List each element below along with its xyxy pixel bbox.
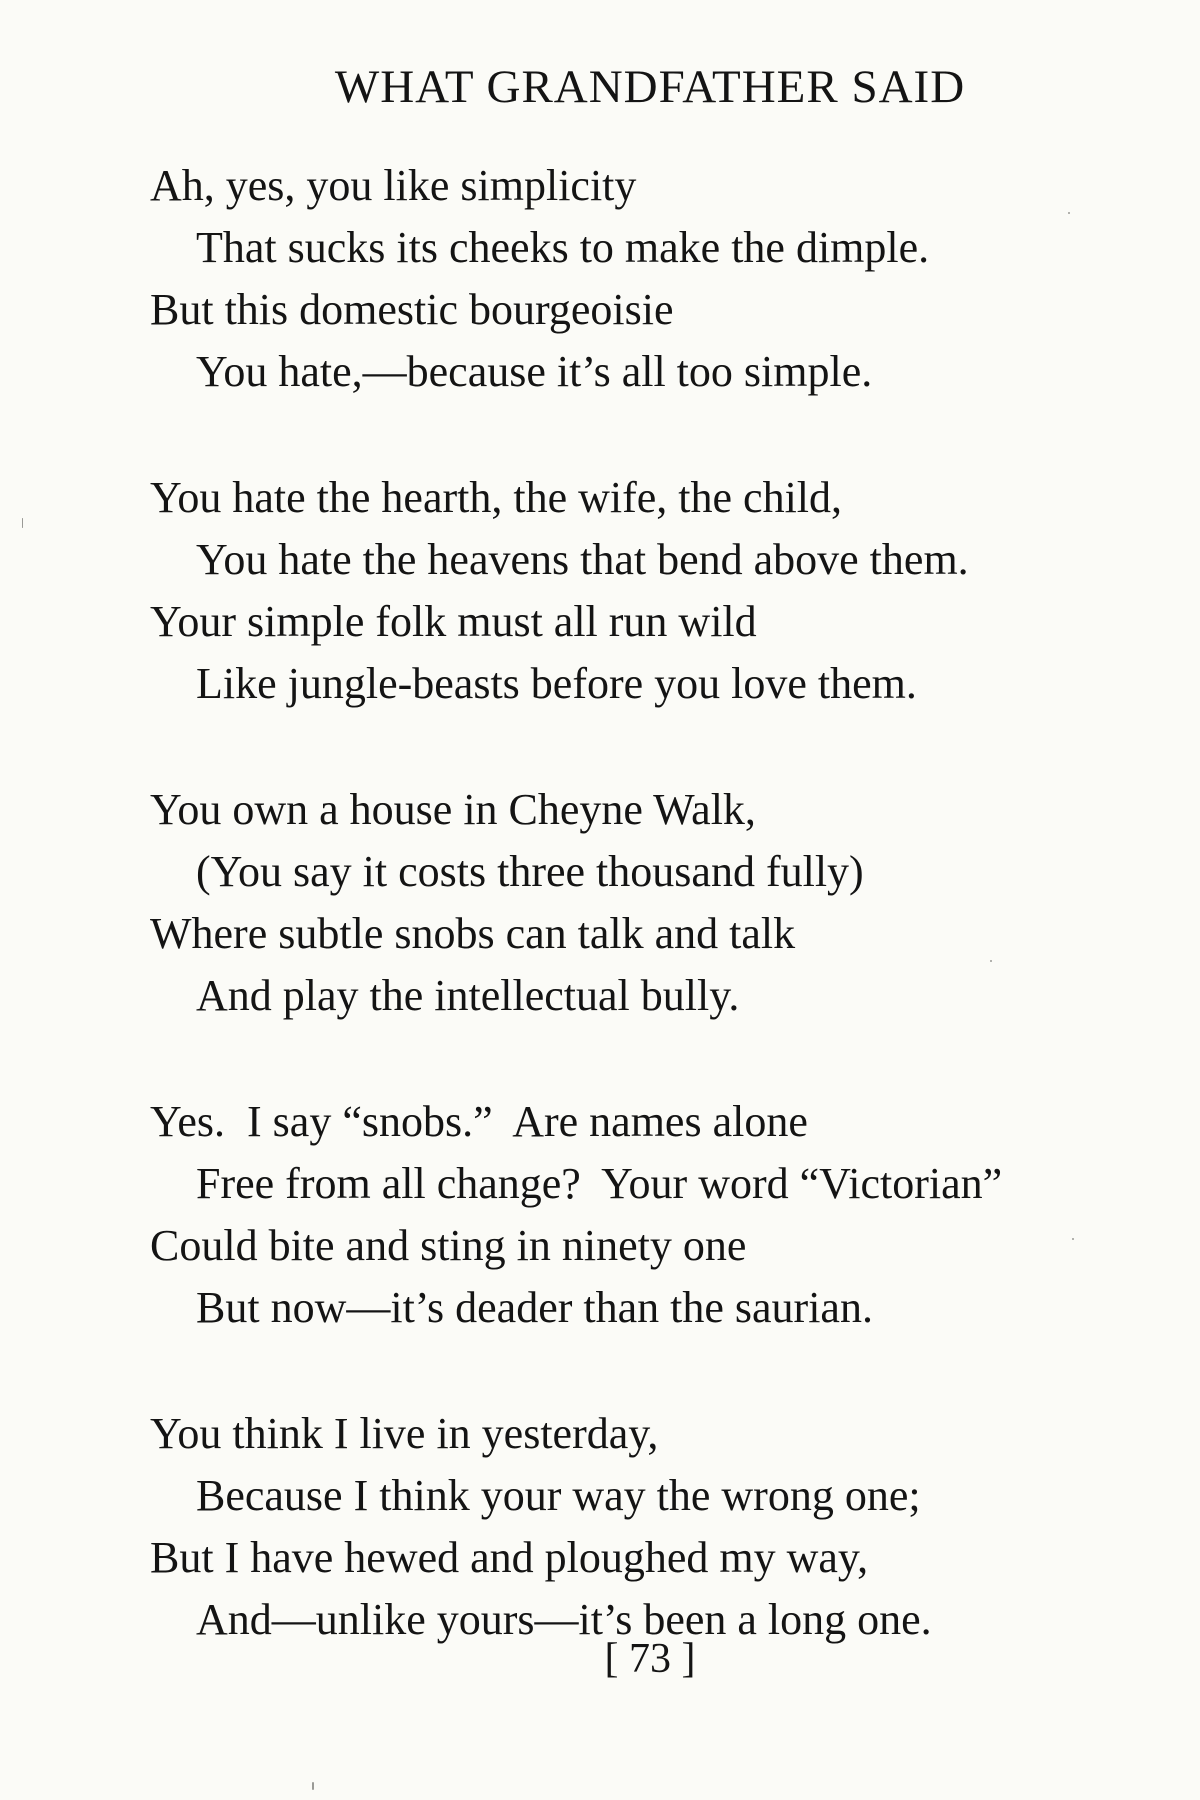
- poem-line: But I have hewed and ploughed my way,: [150, 1533, 869, 1582]
- poem-line: You own a house in Cheyne Walk,: [150, 785, 756, 834]
- poem-line: And—unlike yours—it’s been a long one.: [196, 1595, 932, 1644]
- poem-line: Yes. I say “snobs.” Are names alone: [150, 1097, 808, 1146]
- poem-line: (You say it costs three thousand fully): [196, 847, 864, 896]
- stanza-1: [150, 155, 1160, 403]
- stanza-2: [150, 467, 1160, 715]
- scan-speck: [312, 1782, 314, 1790]
- page-number: [ 73 ]: [604, 1636, 696, 1682]
- poem-line: You hate the heavens that bend above them.: [196, 535, 969, 584]
- poem-line: Because I think your way the wrong one;: [196, 1471, 921, 1520]
- poem-line: Your simple folk must all run wild: [150, 597, 757, 646]
- scan-speck: [1068, 212, 1070, 214]
- poem-line: That sucks its cheeks to make the dimple.: [196, 223, 930, 272]
- poem-line: And play the intellectual bully.: [196, 971, 740, 1020]
- stanza-4: [150, 1091, 1160, 1339]
- poem-body: [150, 155, 1160, 1715]
- poem-title: WHAT GRANDFATHER SAID: [334, 61, 966, 113]
- poem-line: But this domestic bourgeoisie: [150, 285, 674, 334]
- poem-line: Where subtle snobs can talk and talk: [150, 909, 796, 958]
- poem-line: Free from all change? Your word “Victorian”: [196, 1159, 1003, 1208]
- poem-line: You think I live in yesterday,: [150, 1409, 659, 1458]
- scan-speck: [22, 518, 23, 528]
- poem-line: Could bite and sting in ninety one: [150, 1221, 747, 1270]
- scan-speck: [990, 960, 992, 962]
- scan-speck: [1072, 1238, 1074, 1240]
- poem-line: You hate the hearth, the wife, the child,: [150, 473, 843, 522]
- poem-line: But now—it’s deader than the saurian.: [196, 1283, 873, 1332]
- stanza-5: [150, 1403, 1160, 1651]
- poem-line: You hate,—because it’s all too simple.: [196, 347, 873, 396]
- stanza-3: [150, 779, 1160, 1027]
- poem-line: Ah, yes, you like simplicity: [150, 161, 637, 210]
- poem-line: Like jungle-beasts before you love them.: [196, 659, 917, 708]
